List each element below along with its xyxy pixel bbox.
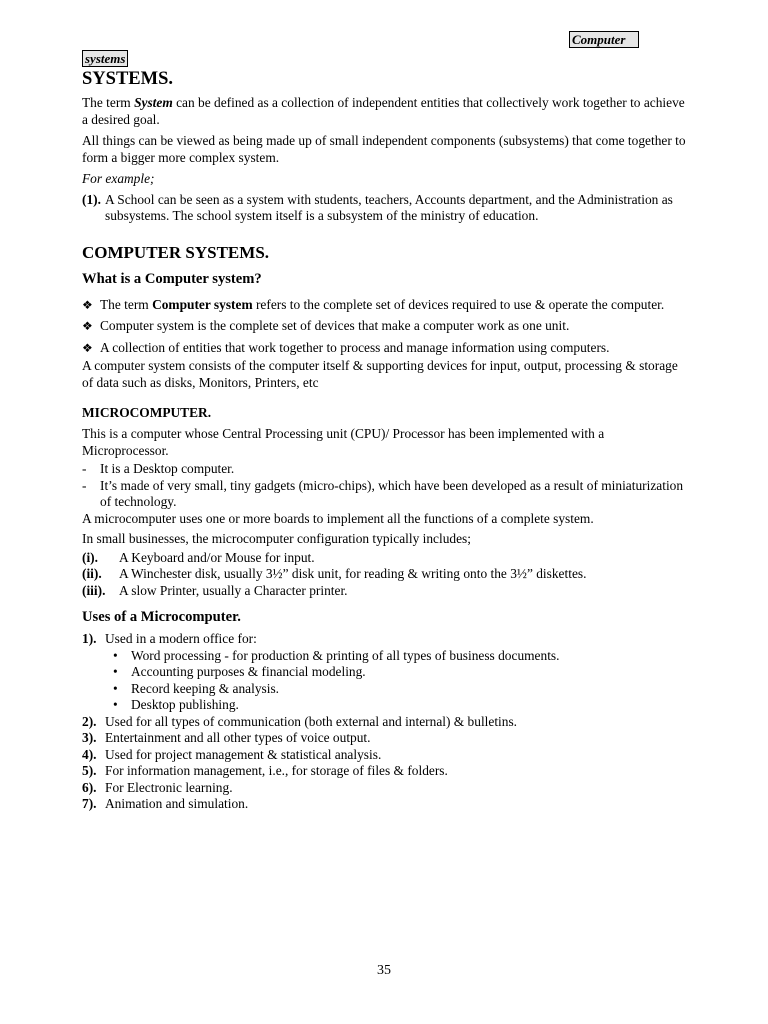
config-item-marker: (ii). bbox=[82, 566, 102, 581]
config-item bbox=[82, 583, 692, 600]
office-use-item-marker: • bbox=[113, 647, 118, 663]
dash-item: - It is a Desktop computer. bbox=[82, 461, 235, 476]
office-use-item bbox=[82, 681, 692, 698]
config-item-text: A Winchester disk, usually 3½” disk unit, for reading & writing onto the 3½” diskettes. bbox=[119, 566, 587, 581]
subsystems-paragraph: All things can be viewed as being made up of small independent components (subsystems) that come together to form a bigger more complex system. bbox=[82, 133, 686, 165]
config-item-text: A slow Printer, usually a Character printer. bbox=[119, 582, 348, 598]
uses-item-marker: 2). bbox=[82, 713, 97, 729]
uses-item bbox=[82, 747, 692, 764]
definition-bullet: ❖ The term Computer system refers to the complete set of devices required to use & operate the computer. bbox=[82, 296, 665, 312]
running-header-computer: Computer bbox=[569, 31, 639, 48]
config-item bbox=[82, 550, 692, 567]
config-item-text: A Keyboard and/or Mouse for input. bbox=[119, 549, 315, 565]
diamond-bullet-icon: ❖ bbox=[82, 297, 93, 312]
office-use-item-marker: • bbox=[113, 697, 118, 712]
definition-bullet: ❖ Computer system is the complete set of devices that make a computer work as one unit. bbox=[82, 318, 570, 333]
office-use-item-text: Accounting purposes & financial modeling. bbox=[131, 664, 366, 679]
uses-item bbox=[82, 780, 692, 797]
microcomputer-config-intro: In small businesses, the microcomputer configuration typically includes; bbox=[82, 531, 471, 546]
office-use-item-text: Record keeping & analysis. bbox=[131, 680, 280, 696]
example-label: For example; bbox=[82, 171, 155, 186]
uses-item-text: Entertainment and all other types of voice output. bbox=[105, 730, 371, 745]
uses-item-text: Animation and simulation. bbox=[105, 796, 249, 811]
section-title-microcomputer: MICROCOMPUTER. bbox=[82, 405, 212, 420]
office-use-item bbox=[82, 697, 692, 714]
diamond-bullet-icon: ❖ bbox=[82, 340, 93, 355]
uses-item: 1). Used in a modern office for: bbox=[82, 631, 257, 646]
uses-item-marker: 7). bbox=[82, 796, 97, 811]
uses-item-marker: 6). bbox=[82, 779, 97, 795]
config-item-marker: (iii). bbox=[82, 582, 106, 598]
uses-item bbox=[82, 763, 692, 780]
example-marker: (1). bbox=[82, 191, 101, 207]
uses-item-text: Used for all types of communication (both external and internal) & bulletins. bbox=[105, 713, 518, 729]
config-list bbox=[82, 550, 692, 600]
section-title-systems: SYSTEMS. bbox=[82, 69, 173, 89]
uses-item-marker: 5). bbox=[82, 763, 97, 778]
section-title-computer-systems: COMPUTER SYSTEMS. bbox=[82, 242, 270, 262]
config-item bbox=[82, 566, 692, 583]
config-item-marker: (i). bbox=[82, 549, 98, 565]
uses-item-marker: 3). bbox=[82, 730, 97, 745]
example-text: A School can be seen as a system with students, teachers, Accounts department, and the Administration as subsystems. The school system itself is a subsystem of the ministry of education. bbox=[105, 191, 673, 223]
uses-item bbox=[82, 714, 692, 731]
uses-item bbox=[82, 796, 692, 813]
system-definition: The term System can be defined as a collection of independent entities that collectively work together to achieve a desired goal. bbox=[82, 95, 685, 127]
uses-item-text: For Electronic learning. bbox=[105, 779, 233, 795]
system-term: System bbox=[134, 95, 173, 110]
office-use-item-marker: • bbox=[113, 680, 118, 696]
office-use-item-text: Word processing - for production & printing of all types of business documents. bbox=[131, 647, 560, 663]
uses-item bbox=[82, 730, 692, 747]
uses-item-marker: 4). bbox=[82, 746, 97, 762]
diamond-bullet-icon: ❖ bbox=[82, 319, 93, 333]
page-number: 35 bbox=[377, 963, 391, 978]
uses-list bbox=[82, 714, 692, 813]
office-uses-list bbox=[82, 648, 692, 714]
dash-item: - It’s made of very small, tiny gadgets (micro-chips), which have been developed as a result of miniaturization of technology. bbox=[82, 477, 684, 509]
office-use-item bbox=[82, 664, 692, 681]
uses-item-text: For information management, i.e., for storage of files & folders. bbox=[105, 763, 448, 778]
definition-bullet: ❖ A collection of entities that work together to process and manage information using computers. bbox=[82, 339, 610, 355]
office-use-item-text: Desktop publishing. bbox=[131, 697, 239, 712]
running-header-systems: systems bbox=[82, 50, 128, 67]
page-body bbox=[82, 68, 692, 813]
section-title-uses: Uses of a Microcomputer. bbox=[82, 609, 241, 625]
uses-item-text: Used for project management & statistical analysis. bbox=[105, 746, 382, 762]
computer-system-summary: A computer system consists of the computer itself & supporting devices for input, output, processing & storage of data such as disks, Monitors, Printers, etc bbox=[82, 358, 678, 390]
example-item bbox=[82, 192, 692, 225]
question-heading: What is a Computer system? bbox=[82, 270, 262, 287]
microcomputer-boards: A microcomputer uses one or more boards to implement all the functions of a complete system. bbox=[82, 510, 594, 526]
office-use-item bbox=[82, 648, 692, 665]
microcomputer-definition: This is a computer whose Central Processing unit (CPU)/ Processor has been implemented with a Microprocessor. bbox=[82, 426, 605, 458]
office-use-item-marker: • bbox=[113, 664, 118, 679]
